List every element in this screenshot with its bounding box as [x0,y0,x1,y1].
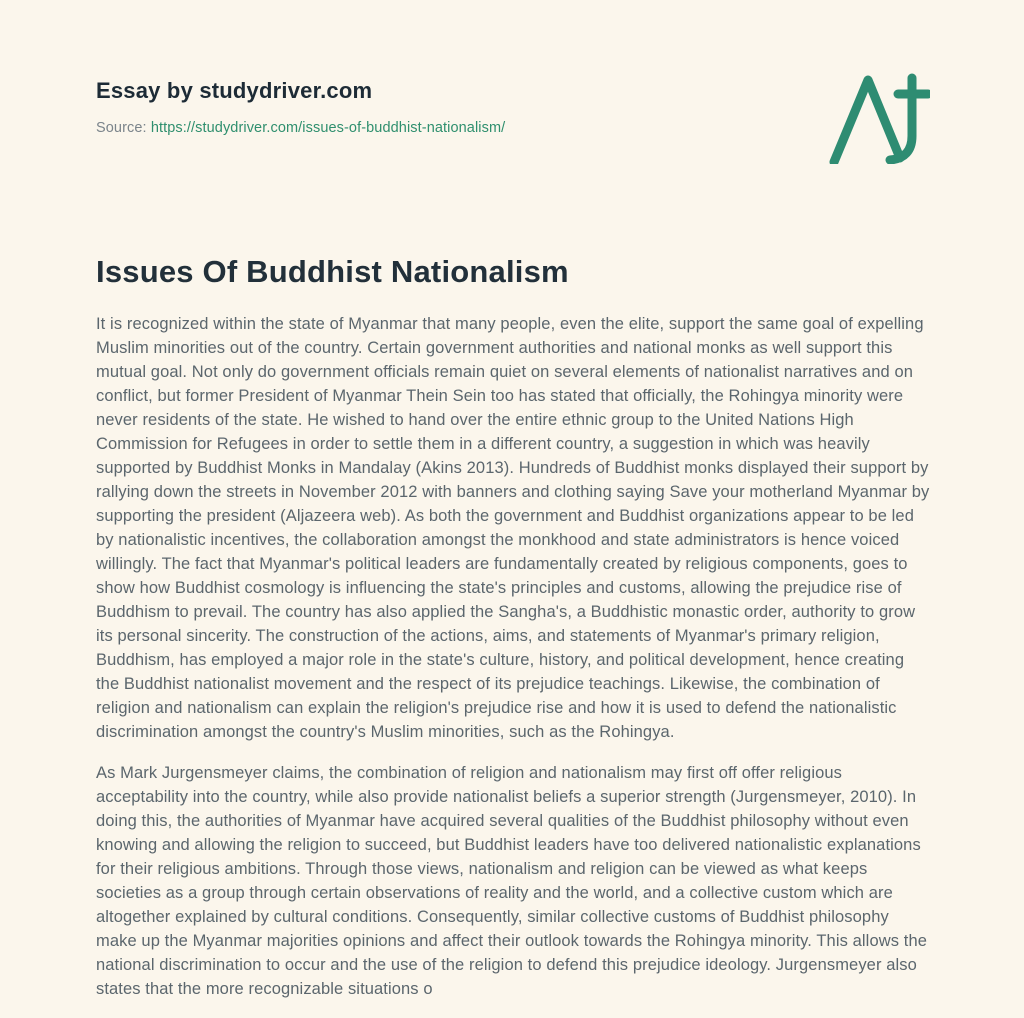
article-paragraph: As Mark Jurgensmeyer claims, the combination of religion and nationalism may first off offer religious acceptability into the country, while also provide nationalist beliefs a superior strength (Jurgensmeyer, 2010). In doing this, the authorities of Myanmar have acquired several qualities of the Buddhist philosophy without even knowing and allowing the religion to succeed, but Buddhist leaders have too delivered nationalistic explanations for their religious ambitions. Through those views, nationalism and religion can be viewed as what keeps societies as a group through certain observations of reality and the world, and a collective custom which are altogether explained by cultural conditions. Consequently, similar collective customs of Buddhist philosophy make up the Myanmar majorities opinions and affect their outlook towards the Rohingya minority. This allows the national discrimination to occur and the use of the religion to defend this prejudice ideology. Jurgensmeyer also states that the more recognizable situations o [96,764,928,998]
header [96,78,930,136]
article-body [96,312,930,1001]
source-url-link[interactable]: https://studydriver.com/issues-of-buddhist-nationalism/ [150,120,506,136]
article-title: Issues Of Buddhist Nationalism [96,254,569,289]
source-line [96,120,930,136]
source-label: Source: [96,120,147,136]
studydriver-logo-icon [826,72,930,164]
essay-by-title: Essay by studydriver.com [96,78,373,103]
article-paragraph: It is recognized within the state of Myanmar that many people, even the elite, support the same goal of expelling Muslim minorities out of the country. Certain government authorities and national monks as well support this mutual goal. Not only do government officials remain quiet on several elements of nationalist narratives and on conflict, but former President of Myanmar Thein Sein too has stated that officially, the Rohingya minority were never residents of the state. He wished to hand over the entire ethnic group to the United Nations High Commission for Refugees in order to settle them in a different country, a suggestion in which was heavily supported by Buddhist Monks in Mandalay (Akins 2013). Hundreds of Buddhist monks displayed their support by rallying down the streets in November 2012 with banners and clothing saying Save your motherland Myanmar by supporting the president (Aljazeera web). As both the government and Buddhist organizations appear to be led by nationalistic incentives, the collaboration amongst the monkhood and state administrators is hence voiced willingly. The fact that Myanmar's political leaders are fundamentally created by religious components, goes to show how Buddhist cosmology is influencing the state's principles and customs, allowing the prejudice rise of Buddhism to prevail. The country has also applied the Sangha's, a Buddhistic monastic order, authority to grow its personal sincerity. The construction of the actions, aims, and statements of Myanmar's primary religion, Buddhism, has employed a major role in the state's culture, history, and political development, hence creating the Buddhist nationalist movement and the respect of its prejudice teachings. Likewise, the combination of religion and nationalism can explain the religion's prejudice rise and how it is used to defend the nationalistic discrimination amongst the country's Muslim minorities, such as the Rohingya. [96,315,930,741]
